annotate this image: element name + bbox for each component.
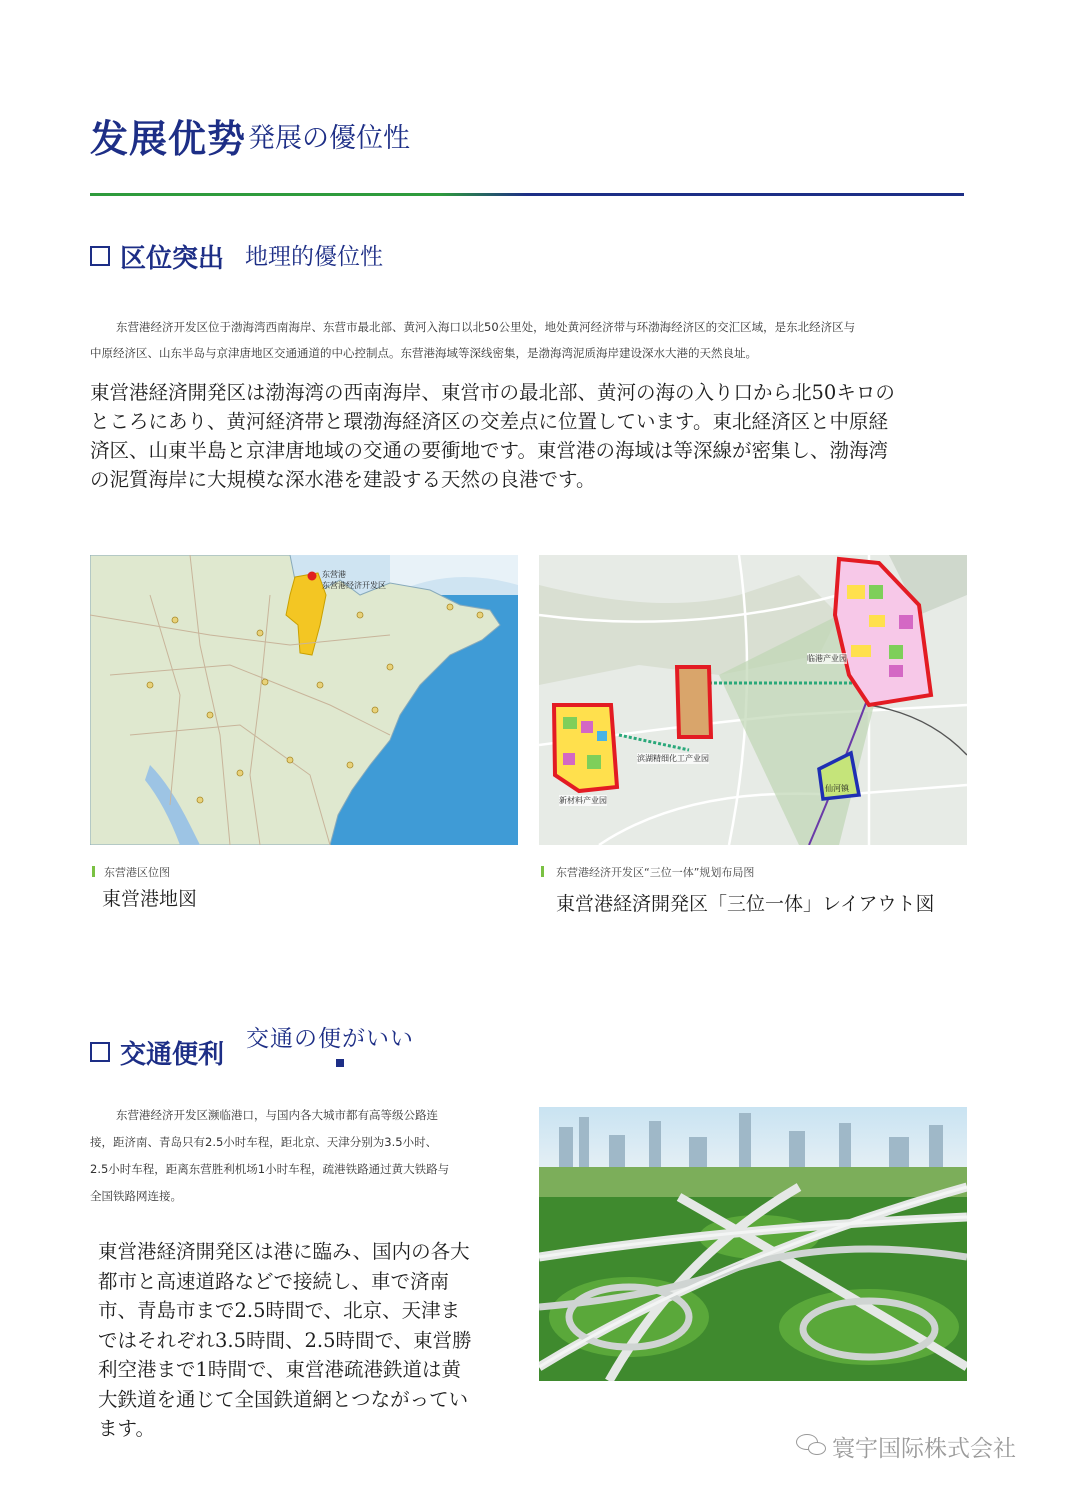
map2-binhu-label: 滨湖精细化工产业园	[637, 754, 709, 763]
para-jp-line: 東営港経済開発区は港に臨み、国内の各大	[98, 1240, 470, 1263]
section-checkbox-icon	[90, 1042, 110, 1062]
section1-heading-jp: 地理的優位性	[245, 244, 383, 270]
map1-port-label: 东营港	[322, 570, 346, 579]
para-jp-line: 利空港まで1時間で、東営港疏港鉄道は黄	[98, 1358, 462, 1381]
highway-interchange-photo	[539, 1107, 967, 1381]
para-cn-line: 东营港经济开发区位于渤海湾西南海岸、东营市最北部、黄河入海口以北50公里处，地处黄河经济带与环渤海经济区的交汇区域，是东北经济区与	[116, 320, 856, 334]
section2-paragraph-jp	[98, 1237, 518, 1444]
para-jp-line: ます。	[98, 1417, 155, 1440]
map1-labels	[322, 569, 386, 591]
map1-caption-cn: 东营港区位图	[104, 866, 170, 879]
para-jp-line: ではそれぞれ3.5時間、2.5時間で、東営勝	[98, 1328, 472, 1352]
para-cn-line: 2.5小时车程，距离东营胜利机场1小时车程，疏港铁路通过黄大铁路与	[90, 1162, 450, 1176]
para-jp-line: 大鉄道を通じて全国鉄道網とつながってい	[98, 1387, 469, 1411]
dongying-location-map	[90, 555, 518, 845]
title-divider	[90, 193, 964, 196]
watermark-text: 寰宇国际株式会社	[832, 1436, 1016, 1462]
three-in-one-layout-map	[539, 555, 967, 845]
map2-xincailiao-label: 新材料产业园	[559, 796, 607, 805]
section2-heading-jp: 交通の便がいい	[246, 1026, 414, 1052]
wechat-icon-bubble	[808, 1442, 826, 1455]
map2-caption-jp: 東営港経済開発区「三位一体」レイアウト図	[556, 893, 935, 915]
para-jp-line: の泥質海岸に大規模な深水港を建設する天然の良港です。	[90, 468, 596, 491]
map2-xianhe-label: 仙河镇	[825, 784, 849, 793]
map2-linggang-label: 临港产业园	[807, 654, 847, 663]
section2-paragraph-cn	[90, 1102, 520, 1210]
para-jp-line: ところにあり、黄河経済帯と環渤海経済区の交差点に位置しています。東北経済区と中原経	[90, 410, 888, 433]
para-cn-line: 东营港经济开发区濒临港口，与国内各大城市都有高等级公路连	[116, 1108, 438, 1122]
page-title-jp: 発展の優位性	[248, 123, 410, 154]
section1-heading: 区位突出	[120, 244, 225, 274]
section1-paragraph-jp	[90, 378, 980, 494]
page-title: 发展优势	[90, 117, 247, 161]
map1-caption-jp: 東営港地図	[102, 888, 198, 910]
caption-marker	[541, 866, 544, 877]
para-jp-line: 市、青島市まで2.5時間で、北京、天津ま	[98, 1299, 461, 1322]
para-jp-line: 都市と高速道路などで接続し、車で済南	[98, 1269, 450, 1293]
section-checkbox-icon	[90, 246, 110, 266]
caption-marker	[92, 866, 95, 877]
para-cn-line: 全国铁路网连接。	[90, 1189, 182, 1203]
para-jp-line: 済区、山東半島と京津唐地域の交通の要衝地です。東営港の海域は等深線が密集し、渤海湾	[90, 439, 888, 462]
section2-bullet	[336, 1059, 344, 1067]
para-jp-line: 東営港経済開発区は渤海湾の西南海岸、東営市の最北部、黄河の海の入り口から北50キロの	[90, 381, 895, 404]
para-cn-line: 中原经济区、山东半岛与京津唐地区交通通道的中心控制点。东营港海域等深线密集，是渤海湾泥质海岸建设深水大港的天然良址。	[90, 346, 757, 360]
section1-paragraph-cn	[90, 314, 980, 366]
map2-caption-cn: 东营港经济开发区“三位一体”规划布局图	[556, 866, 755, 879]
section2-heading: 交通便利	[120, 1040, 225, 1070]
map1-zone-label: 东营港经济开发区	[322, 581, 386, 590]
para-cn-line: 接，距济南、青岛只有2.5小时车程，距北京、天津分别为3.5小时、	[90, 1135, 438, 1149]
